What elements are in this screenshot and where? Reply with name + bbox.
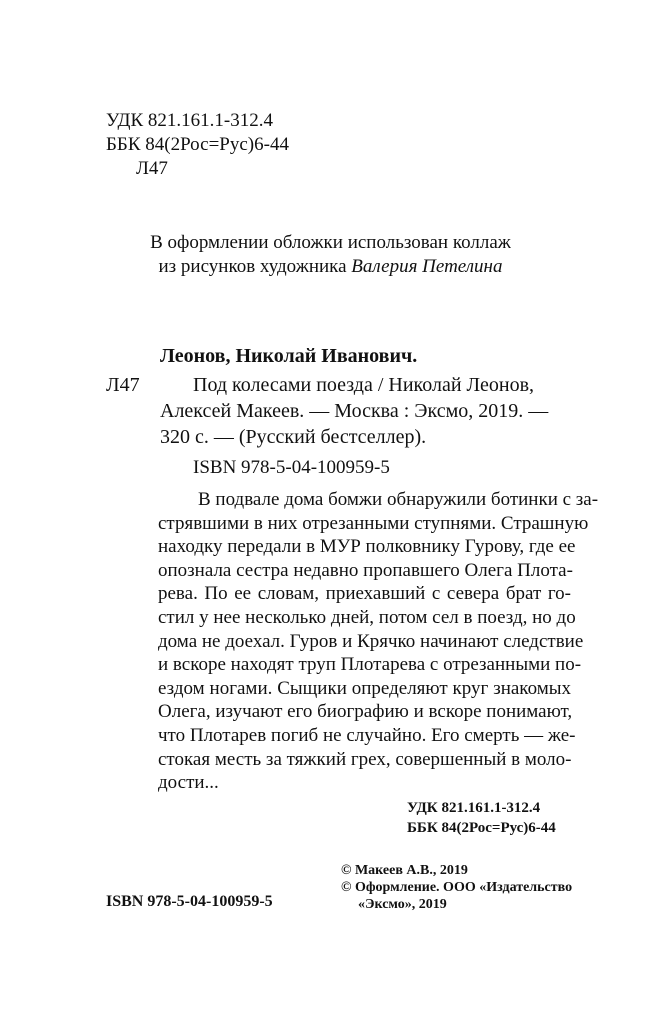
isbn-bottom: ISBN 978-5-04-100959-5 — [106, 893, 273, 910]
abstract-line: находку передали в МУР полковнику Гурову, где ее — [158, 536, 576, 558]
title-line-3: 320 с. — (Русский бестселлер). — [160, 426, 427, 448]
title-line-1: Под колесами поезда / Николай Леонов, — [193, 374, 535, 396]
artist-name: Валерия Петелина — [351, 256, 503, 277]
author-mark: Л47 — [136, 158, 168, 179]
bbk-code: ББК 84(2Рос=Рус)6-44 — [106, 134, 289, 155]
abstract-line: дома не доехал. Гуров и Крячко начинают следствие — [158, 630, 584, 652]
author-heading: Леонов, Николай Иванович. — [160, 345, 418, 367]
title-line-2: Алексей Макеев. — Москва : Эксмо, 2019. — — [160, 400, 549, 422]
udk-code-repeat: УДК 821.161.1-312.4 — [407, 800, 541, 816]
bbk-code-repeat: ББК 84(2Рос=Рус)6-44 — [407, 820, 556, 836]
abstract-line: ездом ногами. Сыщики определяют круг знакомых — [158, 677, 571, 699]
abstract-line: стокая месть за тяжкий грех, совершенный в моло- — [158, 748, 572, 770]
copyright-line-2: © Оформление. ООО «Издательство — [341, 880, 573, 895]
abstract-line: стрявшими в них отрезанными ступнями. Страшную — [158, 512, 589, 534]
abstract — [158, 488, 599, 795]
abstract-line: стил у нее несколько дней, потом сел в поезд, но до — [158, 606, 576, 628]
abstract-line: дости... — [158, 772, 219, 794]
abstract-line: опознала сестра недавно пропавшего Олега Плота- — [158, 559, 573, 581]
record-isbn: ISBN 978-5-04-100959-5 — [193, 457, 390, 478]
abstract-line: В подвале дома бомжи обнаружили ботинки с за- — [198, 489, 599, 510]
abstract-line: Олега, изучают его биографию и вскоре понимают, — [158, 701, 573, 723]
abstract-line: что Плотарев погиб не случайно. Его смерть — же- — [158, 724, 576, 746]
copyright-line-1: © Макеев А.В., 2019 — [341, 863, 468, 878]
cover-credit-prefix: из рисунков художника — [158, 256, 352, 277]
copyright-line-3: «Эксмо», 2019 — [358, 897, 447, 912]
record-author-mark: Л47 — [106, 374, 140, 396]
cover-credit-line2 — [0, 255, 661, 279]
cover-credit-line1: В оформлении обложки использован коллаж — [150, 232, 511, 253]
abstract-line: и вскоре находят труп Плотарева с отрезанными по- — [158, 654, 582, 676]
udk-code: УДК 821.161.1-312.4 — [106, 110, 273, 131]
abstract-line: рева. По ее словам, приехавший с севера брат го- — [158, 583, 571, 605]
